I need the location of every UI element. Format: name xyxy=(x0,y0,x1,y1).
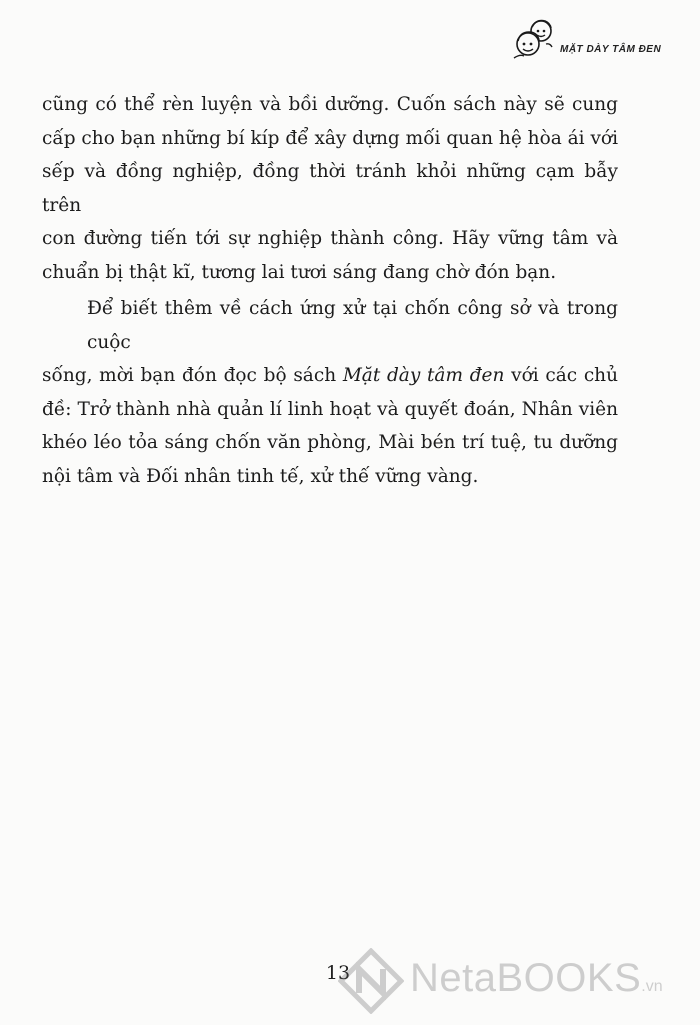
text-segment: với các chủ xyxy=(504,365,619,386)
text-line: nội tâm và Đối nhân tinh tế, xử thế vững vàng. xyxy=(42,465,479,487)
body-text xyxy=(42,88,618,493)
watermark-brand: NetaBOOKS xyxy=(410,956,642,1000)
text-line: khéo léo tỏa sáng chốn văn phòng, Mài bén trí tuệ, tu dưỡng xyxy=(42,432,618,453)
text-segment: sống, mời bạn đón đọc bộ sách xyxy=(42,365,343,386)
page-number: 13 xyxy=(325,962,351,984)
paragraph-2 xyxy=(42,292,618,493)
book-series-title: Mặt dày tâm đen xyxy=(342,365,505,386)
text-line: sếp và đồng nghiệp, đồng thời tránh khỏi những cạm bẫy trên xyxy=(42,161,618,216)
text-line: chuẩn bị thật kĩ, tương lai tươi sáng đang chờ đón bạn. xyxy=(42,261,557,283)
two-faces-logo-icon xyxy=(510,14,560,64)
watermark xyxy=(338,948,698,1018)
n-logo-icon xyxy=(338,948,404,1014)
text-line: cũng có thể rèn luyện và bồi dưỡng. Cuốn sách này sẽ cung xyxy=(42,94,618,115)
text-line: cấp cho bạn những bí kíp để xây dựng mối quan hệ hòa ái với xyxy=(42,127,618,149)
text-line-with-book-title xyxy=(42,359,618,393)
watermark-text xyxy=(410,956,663,1001)
paragraph-1 xyxy=(42,88,618,289)
text-line: Để biết thêm về cách ứng xử tại chốn công sở và trong cuộc xyxy=(87,298,618,353)
watermark-suffix: .vn xyxy=(641,978,663,995)
text-line: đề: Trở thành nhà quản lí linh hoạt và quyết đoán, Nhân viên xyxy=(42,398,618,420)
running-title: MẶT DÀY TÂM ĐEN xyxy=(560,44,662,55)
text-line: con đường tiến tới sự nghiệp thành công. Hãy vững tâm và xyxy=(42,228,618,249)
